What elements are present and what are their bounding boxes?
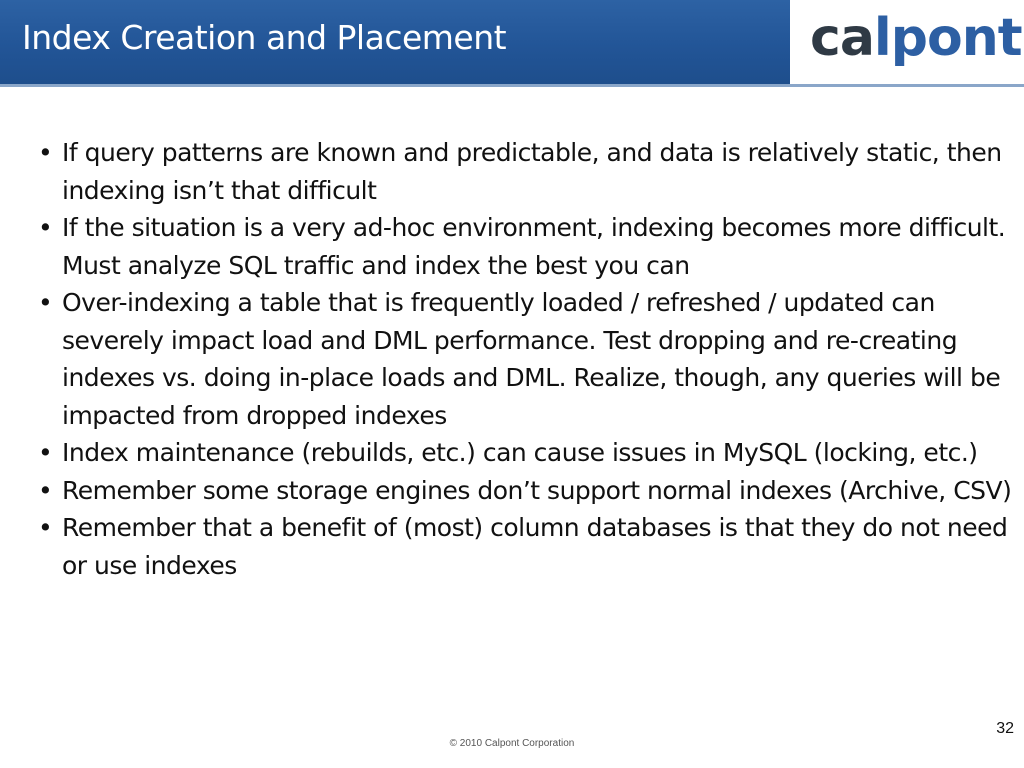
bullet-item: [30, 209, 1018, 284]
bullet-dot-icon: •: [38, 438, 53, 467]
header-divider: [0, 84, 1024, 87]
calpont-logo: [810, 8, 1022, 68]
bullet-text: Index maintenance (rebuilds, etc.) can cause issues in MySQL (locking, etc.): [62, 438, 978, 467]
bullet-text: If query patterns are known and predictable, and data is relatively static, then indexing isn’t that difficult: [62, 138, 1002, 205]
bullet-dot-icon: •: [38, 288, 53, 317]
bullet-item: [30, 472, 1018, 510]
bullet-item: [30, 134, 1018, 209]
bullet-text: Remember that a benefit of (most) column databases is that they do not need or use indexes: [62, 513, 1008, 580]
bullet-dot-icon: •: [38, 513, 53, 542]
bullet-text: Over-indexing a table that is frequently loaded / refreshed / updated can severely impact load and DML performance. Test dropping and re-creating indexes vs. doing in-place loads and DML. Realize, though, any queries will be impacted from dropped indexes: [62, 288, 1001, 430]
bullet-item: [30, 284, 1018, 434]
slide-title: Index Creation and Placement: [22, 18, 507, 57]
logo-text-ca: ca: [810, 8, 874, 68]
page-number: 32: [996, 720, 1014, 737]
copyright-footer: © 2010 Calpont Corporation: [449, 738, 575, 749]
bullet-dot-icon: •: [38, 213, 53, 242]
bullet-dot-icon: •: [38, 475, 53, 505]
bullet-item: [30, 509, 1018, 584]
bullet-list: [30, 134, 1018, 584]
bullet-text: If the situation is a very ad-hoc environment, indexing becomes more difficult. Must analyze SQL traffic and index the best you can: [62, 213, 1006, 280]
bullet-item: [30, 434, 1018, 472]
logo-text-lpont: lpont: [873, 8, 1022, 68]
bullet-dot-icon: •: [38, 138, 53, 167]
bullet-text: Remember some storage engines don’t support normal indexes (Archive, CSV): [62, 475, 1012, 505]
